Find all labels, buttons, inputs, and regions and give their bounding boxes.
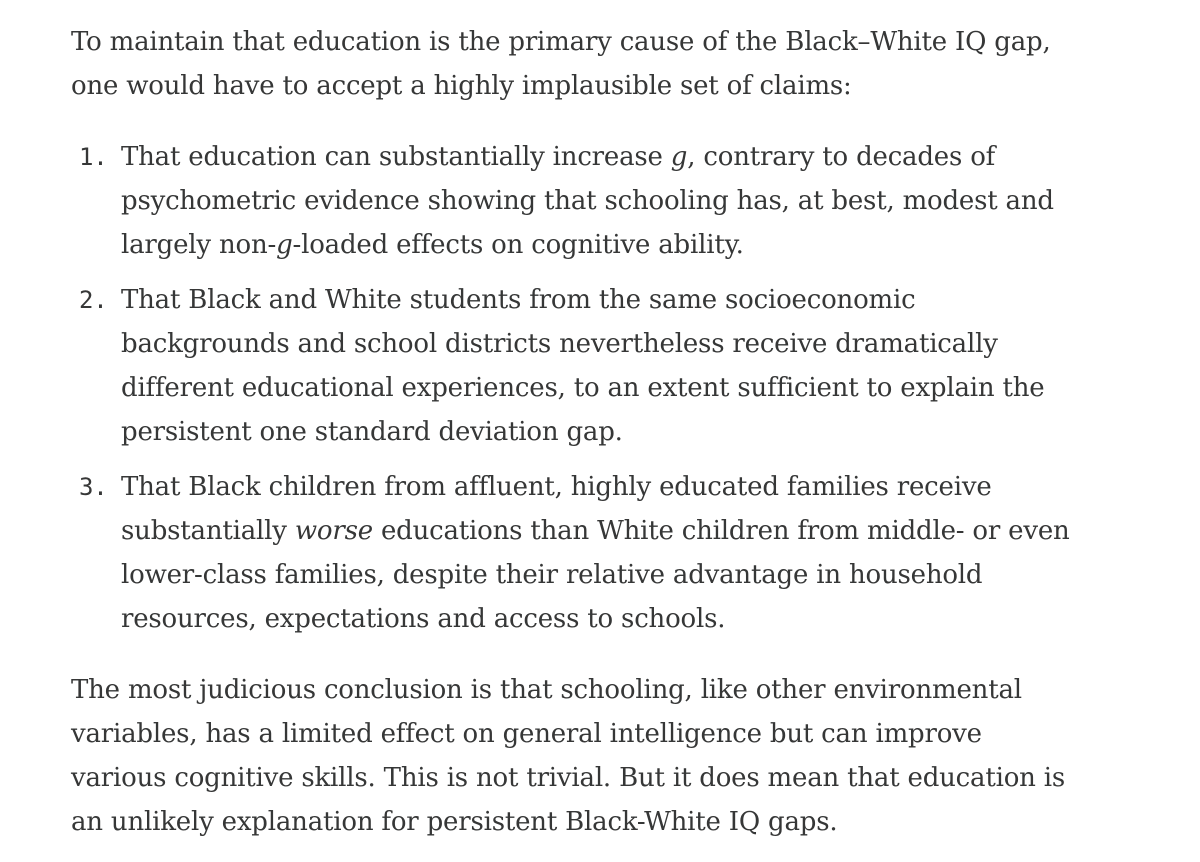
claim-1-g-symbol: g [670, 142, 688, 172]
claim-3-text-a: That Black children from affluent, highly educated families receive substantially [121, 472, 992, 546]
intro-line-2: one would have to accept a highly implausible set of claims: [71, 71, 852, 101]
claims-list [71, 135, 1071, 641]
intro-line-1: To maintain that education is the primary cause of the Black–White IQ gap, [71, 27, 1051, 57]
claim-number-3: 3. [79, 473, 108, 501]
claim-3-text-b: educations than White children from middle- or even lower-class families, despite their relative advantage in household resources, expectations and access to schools. [121, 516, 1070, 634]
claim-item-1 [71, 135, 1071, 267]
claim-number-1: 1. [79, 143, 108, 171]
claim-item-2 [71, 278, 1071, 454]
claim-1-text-c: -loaded effects on cognitive ability. [292, 230, 744, 260]
claim-3-emphasis: worse [294, 516, 373, 546]
claim-1-g-symbol-2: g [276, 230, 293, 260]
claim-number-2: 2. [79, 286, 108, 314]
claim-1-text-b: , contrary to decades of psychometric evidence showing that schooling has, at best, modest and largely non- [121, 142, 1054, 260]
claim-item-3 [71, 465, 1071, 641]
claim-1-text-a: That education can substantially increase [121, 142, 671, 172]
article-body [71, 20, 1071, 844]
claim-2-text: That Black and White students from the same socioeconomic backgrounds and school districts nevertheless receive dramatically different educational experiences, to an extent sufficient to explain the persistent one standard deviation gap. [121, 285, 1045, 447]
intro-paragraph [71, 20, 1071, 108]
conclusion-paragraph: The most judicious conclusion is that schooling, like other environmental variables, has a limited effect on general intelligence but can improve various cognitive skills. This is not trivial. But it does mean that education is an unlikely explanation for persistent Black-White IQ gaps. [71, 675, 1066, 837]
